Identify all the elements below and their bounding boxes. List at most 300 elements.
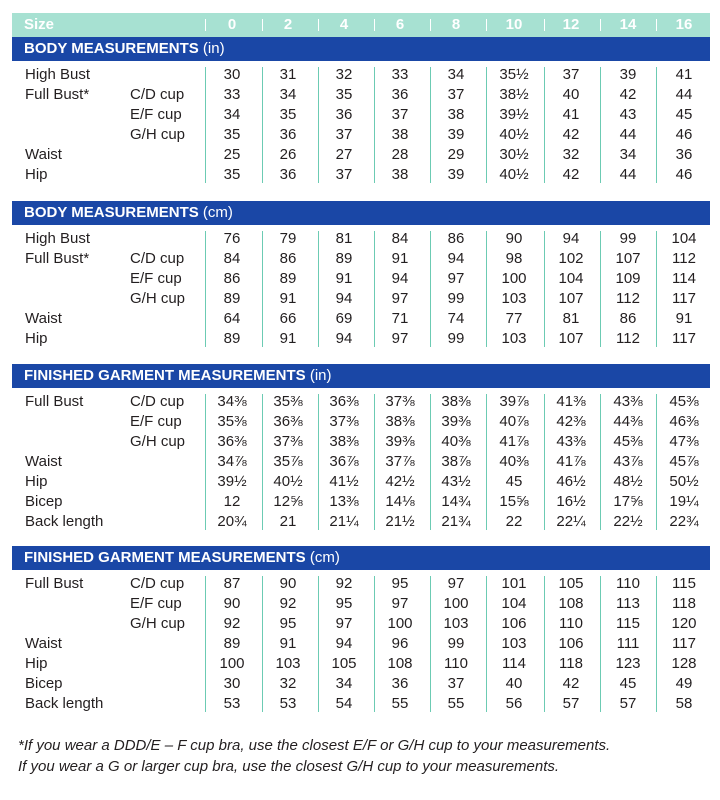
- measurement-cell: 66: [279, 310, 297, 327]
- row-sublabel: C/D cup: [130, 393, 185, 410]
- measurement-cell: 109: [615, 270, 641, 287]
- row-sublabel: G/H cup: [130, 126, 186, 143]
- measurement-cell: 89: [223, 330, 241, 347]
- measurement-cell: 37⅜: [385, 393, 415, 410]
- measurement-cell: 35½: [499, 66, 529, 83]
- measurement-cell: 35: [279, 106, 297, 123]
- measurement-cell: 49: [675, 675, 693, 692]
- measurement-cell: 110: [444, 655, 468, 672]
- measurement-cell: 110: [616, 575, 640, 592]
- measurement-cell: 34: [619, 146, 637, 163]
- measurement-cell: 115: [616, 615, 640, 632]
- measurement-cell: 89: [279, 270, 297, 287]
- measurement-cell: 41⅞: [556, 453, 586, 470]
- size-col-header: 8: [451, 16, 461, 33]
- section-unit: (in): [198, 40, 225, 57]
- measurement-cell: 38⅞: [441, 453, 471, 470]
- row-label: Full Bust*: [25, 250, 90, 267]
- measurement-cell: 40⅜: [441, 433, 471, 450]
- measurement-cell: 37⅜: [329, 413, 359, 430]
- measurement-cell: 40⅜: [499, 453, 529, 470]
- measurement-cell: 39: [447, 126, 465, 143]
- header-divider: [600, 19, 601, 31]
- measurement-cell: 36⅞: [329, 453, 359, 470]
- measurement-cell: 39: [447, 166, 465, 183]
- measurement-cell: 40⅞: [499, 413, 529, 430]
- measurement-cell: 90: [223, 595, 241, 612]
- header-divider: [430, 19, 431, 31]
- measurement-cell: 91: [279, 635, 297, 652]
- measurement-cell: 107: [558, 290, 584, 307]
- row-label: High Bust: [25, 66, 91, 83]
- measurement-cell: 32: [562, 146, 580, 163]
- header-divider: [486, 19, 487, 31]
- measurement-cell: 14⅛: [385, 493, 415, 510]
- measurement-cell: 45: [619, 675, 637, 692]
- row-sublabel: E/F cup: [130, 413, 182, 430]
- measurement-cell: 29: [447, 146, 465, 163]
- measurement-cell: 103: [501, 635, 527, 652]
- measurement-cell: 38⅜: [385, 413, 415, 430]
- measurement-cell: 42: [562, 126, 580, 143]
- measurement-cell: 22½: [613, 513, 643, 530]
- measurement-cell: 86: [619, 310, 637, 327]
- measurement-cell: 104: [501, 595, 527, 612]
- measurement-cell: 22¾: [669, 513, 699, 530]
- measurement-cell: 35⅞: [273, 453, 303, 470]
- measurement-cell: 45⅜: [613, 433, 643, 450]
- measurement-cell: 38: [447, 106, 465, 123]
- measurement-cell: 37: [562, 66, 580, 83]
- measurement-cell: 37: [335, 166, 353, 183]
- measurement-cell: 108: [387, 655, 413, 672]
- measurement-cell: 43: [619, 106, 637, 123]
- measurement-cell: 106: [558, 635, 584, 652]
- measurement-cell: 86: [447, 230, 465, 247]
- measurement-cell: 37⅞: [385, 453, 415, 470]
- section-unit: (cm): [305, 549, 340, 566]
- measurement-cell: 96: [391, 635, 409, 652]
- measurement-cell: 36: [391, 675, 409, 692]
- measurement-cell: 112: [672, 250, 696, 267]
- measurement-cell: 57: [619, 695, 637, 712]
- measurement-cell: 86: [279, 250, 297, 267]
- measurement-cell: 104: [671, 230, 697, 247]
- measurement-cell: 99: [447, 290, 465, 307]
- row-sublabel: G/H cup: [130, 433, 186, 450]
- measurement-cell: 36: [391, 86, 409, 103]
- measurement-cell: 91: [675, 310, 693, 327]
- column-divider: [656, 67, 657, 183]
- measurement-cell: 39½: [217, 473, 247, 490]
- size-col-header: 6: [395, 16, 405, 33]
- measurement-cell: 34⅜: [217, 393, 247, 410]
- measurement-cell: 89: [223, 635, 241, 652]
- measurement-cell: 92: [223, 615, 241, 632]
- measurement-cell: 35⅜: [217, 413, 247, 430]
- measurement-cell: 97: [391, 595, 409, 612]
- measurement-cell: 81: [562, 310, 580, 327]
- measurement-cell: 32: [335, 66, 353, 83]
- measurement-cell: 89: [335, 250, 353, 267]
- measurement-cell: 25: [223, 146, 241, 163]
- section-band: [12, 37, 710, 61]
- measurement-cell: 64: [223, 310, 241, 327]
- measurement-cell: 117: [672, 290, 696, 307]
- measurement-cell: 36: [279, 126, 297, 143]
- measurement-cell: 105: [558, 575, 584, 592]
- measurement-cell: 46⅜: [669, 413, 699, 430]
- measurement-cell: 21½: [385, 513, 415, 530]
- column-divider: [600, 67, 601, 183]
- measurement-cell: 47⅜: [669, 433, 699, 450]
- row-label: Hip: [25, 473, 48, 490]
- measurement-cell: 14¾: [441, 493, 471, 510]
- measurement-cell: 98: [505, 250, 523, 267]
- measurement-cell: 36⅜: [329, 393, 359, 410]
- measurement-cell: 31: [279, 66, 297, 83]
- row-label: Hip: [25, 330, 48, 347]
- row-sublabel: C/D cup: [130, 250, 185, 267]
- measurement-cell: 21¾: [441, 513, 471, 530]
- measurement-cell: 90: [505, 230, 523, 247]
- measurement-cell: 34: [223, 106, 241, 123]
- measurement-cell: 37⅜: [273, 433, 303, 450]
- measurement-cell: 39: [619, 66, 637, 83]
- measurement-cell: 44: [675, 86, 693, 103]
- measurement-cell: 32: [279, 675, 297, 692]
- measurement-cell: 35⅜: [273, 393, 303, 410]
- measurement-cell: 91: [279, 290, 297, 307]
- measurement-cell: 110: [559, 615, 583, 632]
- measurement-cell: 94: [447, 250, 465, 267]
- measurement-cell: 15⅝: [499, 493, 529, 510]
- row-sublabel: C/D cup: [130, 575, 185, 592]
- size-col-header: 4: [339, 16, 349, 33]
- measurement-cell: 86: [223, 270, 241, 287]
- column-divider: [486, 67, 487, 183]
- measurement-cell: 17⅝: [613, 493, 643, 510]
- section-title: FINISHED GARMENT MEASUREMENTS: [24, 549, 306, 566]
- measurement-cell: 95: [279, 615, 297, 632]
- header-divider: [318, 19, 319, 31]
- measurement-cell: 35: [335, 86, 353, 103]
- measurement-cell: 38⅜: [329, 433, 359, 450]
- measurement-cell: 120: [671, 615, 697, 632]
- row-label: Hip: [25, 655, 48, 672]
- measurement-cell: 50½: [669, 473, 699, 490]
- measurement-cell: 94: [391, 270, 409, 287]
- measurement-cell: 36⅜: [273, 413, 303, 430]
- measurement-cell: 22: [505, 513, 523, 530]
- measurement-cell: 112: [616, 290, 640, 307]
- measurement-cell: 55: [447, 695, 465, 712]
- section-band: [12, 201, 710, 225]
- measurement-cell: 34: [447, 66, 465, 83]
- measurement-cell: 39⅞: [499, 393, 529, 410]
- measurement-cell: 38: [391, 126, 409, 143]
- measurement-cell: 45: [675, 106, 693, 123]
- measurement-cell: 33: [391, 66, 409, 83]
- measurement-cell: 13⅜: [329, 493, 359, 510]
- measurement-cell: 40½: [273, 473, 303, 490]
- measurement-cell: 44⅜: [613, 413, 643, 430]
- column-divider: [600, 231, 601, 347]
- footnote: If you wear a G or larger cup bra, use the closest G/H cup to your measurements.: [18, 758, 560, 775]
- measurement-cell: 99: [619, 230, 637, 247]
- measurement-cell: 100: [219, 655, 245, 672]
- measurement-cell: 30: [223, 675, 241, 692]
- size-col-header: 16: [675, 16, 693, 33]
- measurement-cell: 33: [223, 86, 241, 103]
- row-label: Full Bust*: [25, 86, 90, 103]
- measurement-cell: 84: [223, 250, 241, 267]
- header-divider: [656, 19, 657, 31]
- measurement-cell: 107: [615, 250, 641, 267]
- measurement-cell: 81: [335, 230, 353, 247]
- measurement-cell: 37: [447, 86, 465, 103]
- measurement-cell: 79: [279, 230, 297, 247]
- measurement-cell: 77: [505, 310, 523, 327]
- measurement-cell: 39⅜: [441, 413, 471, 430]
- measurement-cell: 40½: [499, 166, 529, 183]
- measurement-cell: 41: [562, 106, 580, 123]
- section-unit: (in): [305, 367, 332, 384]
- column-divider: [656, 231, 657, 347]
- column-divider: [656, 576, 657, 712]
- row-label: Full Bust: [25, 575, 84, 592]
- measurement-cell: 113: [616, 595, 640, 612]
- measurement-cell: 123: [615, 655, 641, 672]
- row-label: Waist: [25, 310, 62, 327]
- measurement-cell: 43⅞: [613, 453, 643, 470]
- measurement-cell: 45: [505, 473, 523, 490]
- row-sublabel: E/F cup: [130, 270, 182, 287]
- size-col-header: 2: [283, 16, 293, 33]
- measurement-cell: 36: [279, 166, 297, 183]
- measurement-cell: 118: [672, 595, 696, 612]
- section-title: FINISHED GARMENT MEASUREMENTS: [24, 367, 306, 384]
- measurement-cell: 94: [335, 290, 353, 307]
- measurement-cell: 30: [223, 66, 241, 83]
- measurement-cell: 53: [223, 695, 241, 712]
- measurement-cell: 37: [447, 675, 465, 692]
- measurement-cell: 39½: [499, 106, 529, 123]
- measurement-cell: 115: [672, 575, 696, 592]
- row-sublabel: E/F cup: [130, 106, 182, 123]
- measurement-cell: 42½: [385, 473, 415, 490]
- measurement-cell: 41⅞: [499, 433, 529, 450]
- measurement-cell: 114: [502, 655, 526, 672]
- measurement-cell: 44: [619, 166, 637, 183]
- measurement-cell: 111: [616, 635, 640, 652]
- measurement-cell: 12: [223, 493, 241, 510]
- measurement-cell: 55: [391, 695, 409, 712]
- row-label: Waist: [25, 635, 62, 652]
- measurement-cell: 108: [558, 595, 584, 612]
- measurement-cell: 20¾: [217, 513, 247, 530]
- measurement-cell: 92: [279, 595, 297, 612]
- measurement-cell: 34: [335, 675, 353, 692]
- measurement-cell: 106: [501, 615, 527, 632]
- measurement-cell: 38: [391, 166, 409, 183]
- row-label: Full Bust: [25, 393, 84, 410]
- measurement-cell: 41⅜: [556, 393, 586, 410]
- measurement-cell: 97: [335, 615, 353, 632]
- measurement-cell: 99: [447, 330, 465, 347]
- measurement-cell: 74: [447, 310, 465, 327]
- column-divider: [486, 576, 487, 712]
- measurement-cell: 38½: [499, 86, 529, 103]
- measurement-cell: 92: [335, 575, 353, 592]
- measurement-cell: 40½: [499, 126, 529, 143]
- size-col-header: 12: [562, 16, 580, 33]
- measurement-cell: 46: [675, 166, 693, 183]
- measurement-cell: 94: [562, 230, 580, 247]
- measurement-cell: 87: [223, 575, 241, 592]
- column-divider: [600, 576, 601, 712]
- measurement-cell: 34⅞: [217, 453, 247, 470]
- header-divider: [262, 19, 263, 31]
- measurement-cell: 37: [391, 106, 409, 123]
- measurement-cell: 40: [505, 675, 523, 692]
- measurement-cell: 107: [558, 330, 584, 347]
- measurement-cell: 89: [223, 290, 241, 307]
- measurement-cell: 57: [562, 695, 580, 712]
- measurement-cell: 46: [675, 126, 693, 143]
- measurement-cell: 30½: [499, 146, 529, 163]
- measurement-cell: 36: [675, 146, 693, 163]
- measurement-cell: 76: [223, 230, 241, 247]
- column-divider: [486, 394, 487, 530]
- measurement-cell: 43½: [441, 473, 471, 490]
- measurement-cell: 100: [387, 615, 413, 632]
- measurement-cell: 42: [562, 675, 580, 692]
- row-label: High Bust: [25, 230, 91, 247]
- measurement-cell: 58: [675, 695, 693, 712]
- measurement-cell: 97: [391, 290, 409, 307]
- measurement-cell: 91: [335, 270, 353, 287]
- measurement-cell: 91: [391, 250, 409, 267]
- row-label: Hip: [25, 166, 48, 183]
- measurement-cell: 48½: [613, 473, 643, 490]
- measurement-cell: 39⅜: [385, 433, 415, 450]
- measurement-cell: 112: [616, 330, 640, 347]
- measurement-cell: 104: [558, 270, 584, 287]
- measurement-cell: 36: [335, 106, 353, 123]
- header-divider: [205, 19, 206, 31]
- column-divider: [486, 231, 487, 347]
- section-band: [12, 364, 710, 388]
- row-label: Back length: [25, 695, 104, 712]
- measurement-cell: 42⅜: [556, 413, 586, 430]
- measurement-cell: 97: [447, 270, 465, 287]
- measurement-cell: 105: [331, 655, 357, 672]
- measurement-cell: 103: [501, 290, 527, 307]
- section-title: BODY MEASUREMENTS: [24, 40, 199, 57]
- measurement-cell: 69: [335, 310, 353, 327]
- column-divider: [656, 394, 657, 530]
- measurement-cell: 90: [279, 575, 297, 592]
- size-header-row: [12, 13, 710, 37]
- measurement-cell: 35: [223, 126, 241, 143]
- measurement-cell: 95: [335, 595, 353, 612]
- measurement-cell: 103: [443, 615, 469, 632]
- row-label: Bicep: [25, 675, 63, 692]
- measurement-cell: 21¼: [329, 513, 359, 530]
- measurement-cell: 71: [391, 310, 409, 327]
- measurement-cell: 94: [335, 330, 353, 347]
- measurement-cell: 114: [672, 270, 696, 287]
- measurement-cell: 44: [619, 126, 637, 143]
- measurement-cell: 91: [279, 330, 297, 347]
- footnote: *If you wear a DDD/E – F cup bra, use the closest E/F or G/H cup to your measurements.: [18, 737, 611, 754]
- section-band: [12, 546, 710, 570]
- measurement-cell: 27: [335, 146, 353, 163]
- measurement-cell: 19¼: [669, 493, 699, 510]
- size-col-header: 0: [227, 16, 237, 33]
- measurement-cell: 117: [672, 635, 696, 652]
- measurement-cell: 43⅜: [556, 433, 586, 450]
- measurement-cell: 103: [275, 655, 301, 672]
- row-label: Waist: [25, 146, 62, 163]
- measurement-cell: 102: [558, 250, 584, 267]
- measurement-cell: 117: [672, 330, 696, 347]
- measurement-cell: 34: [279, 86, 297, 103]
- measurement-cell: 54: [335, 695, 353, 712]
- measurement-cell: 46½: [556, 473, 586, 490]
- row-sublabel: C/D cup: [130, 86, 185, 103]
- measurement-cell: 100: [501, 270, 527, 287]
- header-divider: [544, 19, 545, 31]
- measurement-cell: 16½: [556, 493, 586, 510]
- measurement-cell: 53: [279, 695, 297, 712]
- measurement-cell: 28: [391, 146, 409, 163]
- measurement-cell: 100: [443, 595, 469, 612]
- measurement-cell: 56: [505, 695, 523, 712]
- measurement-cell: 45⅜: [669, 393, 699, 410]
- measurement-cell: 35: [223, 166, 241, 183]
- row-sublabel: G/H cup: [130, 290, 186, 307]
- measurement-cell: 42: [562, 166, 580, 183]
- row-label: Bicep: [25, 493, 63, 510]
- measurement-cell: 21: [279, 513, 297, 530]
- size-col-header: 14: [619, 16, 637, 33]
- column-divider: [600, 394, 601, 530]
- measurement-cell: 42: [619, 86, 637, 103]
- measurement-cell: 43⅜: [613, 393, 643, 410]
- measurement-cell: 40: [562, 86, 580, 103]
- measurement-cell: 41: [675, 66, 693, 83]
- measurement-cell: 36⅜: [217, 433, 247, 450]
- size-label: Size: [24, 16, 55, 33]
- row-sublabel: G/H cup: [130, 615, 186, 632]
- row-label: Back length: [25, 513, 104, 530]
- measurement-cell: 118: [559, 655, 583, 672]
- measurement-cell: 22¼: [556, 513, 586, 530]
- measurement-cell: 94: [335, 635, 353, 652]
- measurement-cell: 84: [391, 230, 409, 247]
- measurement-cell: 12⅝: [273, 493, 303, 510]
- measurement-cell: 103: [501, 330, 527, 347]
- measurement-cell: 128: [671, 655, 697, 672]
- header-divider: [374, 19, 375, 31]
- section-unit: (cm): [198, 204, 233, 221]
- measurement-cell: 37: [335, 126, 353, 143]
- measurement-cell: 97: [447, 575, 465, 592]
- row-label: Waist: [25, 453, 62, 470]
- measurement-cell: 97: [391, 330, 409, 347]
